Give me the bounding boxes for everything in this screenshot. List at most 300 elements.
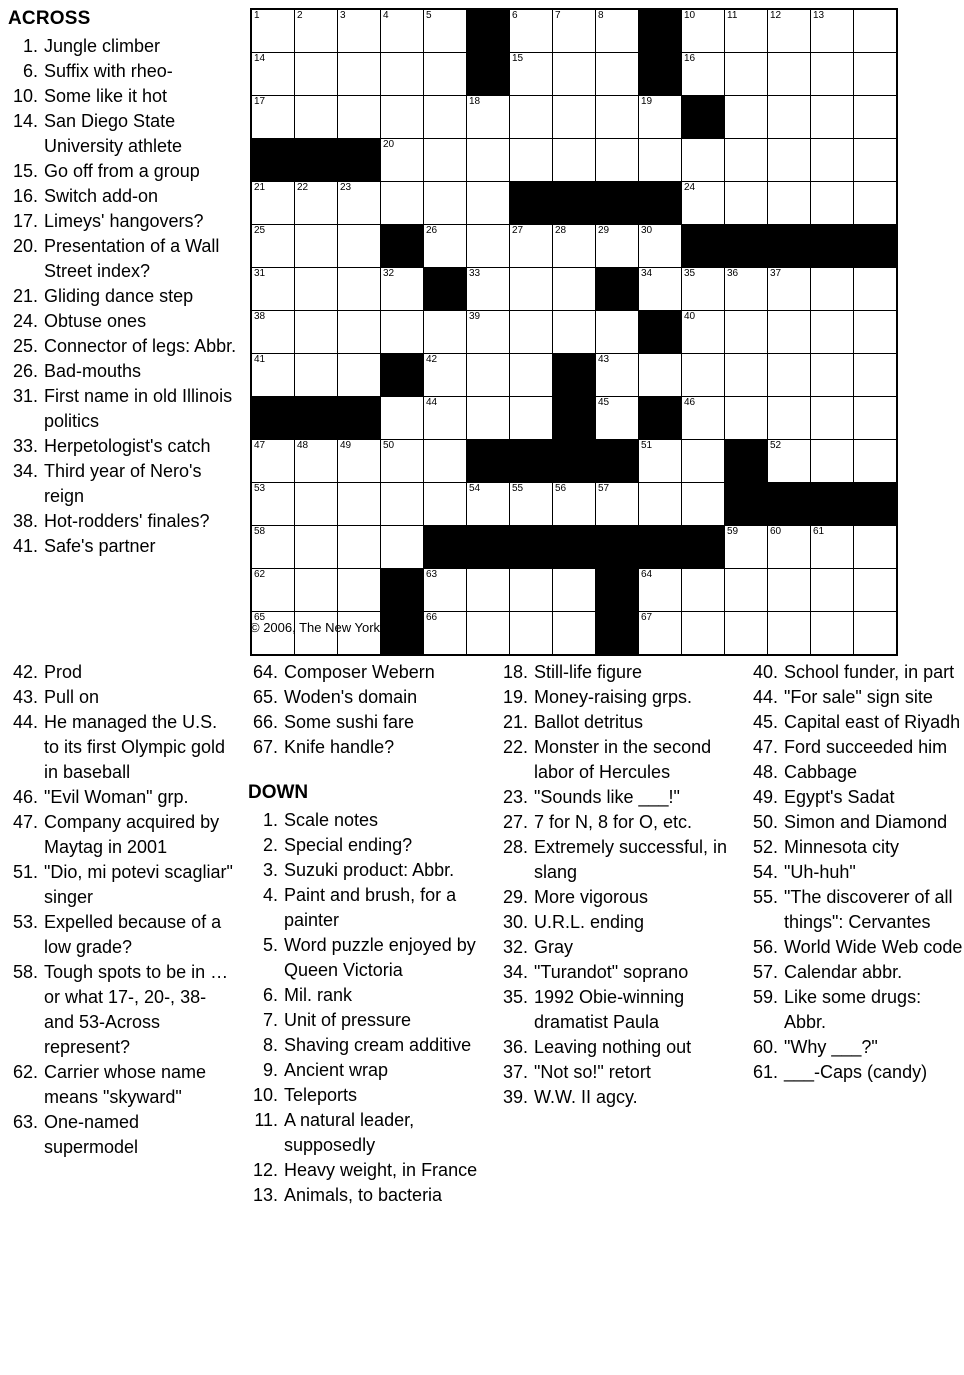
grid-cell[interactable] xyxy=(338,569,381,612)
grid-cell[interactable] xyxy=(682,53,725,96)
grid-cell-number: 65 xyxy=(254,612,266,623)
grid-cell[interactable] xyxy=(510,9,553,53)
grid-cell[interactable] xyxy=(682,354,725,397)
clue-item[interactable] xyxy=(498,710,730,735)
clue-item[interactable] xyxy=(8,334,244,359)
grid-cell[interactable] xyxy=(381,182,424,225)
grid-cell-number: 25 xyxy=(254,225,266,236)
grid-cell[interactable] xyxy=(682,311,725,354)
grid-cell[interactable] xyxy=(725,569,768,612)
clue-item[interactable] xyxy=(248,933,480,983)
grid-cell[interactable] xyxy=(424,139,467,182)
grid-cell[interactable] xyxy=(467,225,510,268)
grid-cell[interactable] xyxy=(854,311,898,354)
grid-cell[interactable] xyxy=(725,354,768,397)
clue-item[interactable] xyxy=(498,960,730,985)
clue-item[interactable] xyxy=(8,960,234,1060)
grid-cell[interactable] xyxy=(251,268,295,311)
grid-cell[interactable] xyxy=(768,53,811,96)
clue-item[interactable] xyxy=(748,860,964,885)
grid-row xyxy=(251,526,897,569)
grid-cell[interactable] xyxy=(381,139,424,182)
grid-cell[interactable] xyxy=(295,354,338,397)
grid-cell[interactable] xyxy=(596,354,639,397)
clue-number: 25. xyxy=(12,336,38,356)
clue-item[interactable] xyxy=(498,785,730,810)
clue-number: 36. xyxy=(502,1037,528,1057)
grid-cell[interactable] xyxy=(295,440,338,483)
clue-number: 63. xyxy=(12,1112,38,1132)
grid-cell[interactable] xyxy=(338,268,381,311)
grid-cell[interactable] xyxy=(381,440,424,483)
clue-item[interactable] xyxy=(8,509,244,534)
grid-cell[interactable] xyxy=(682,569,725,612)
grid-cell[interactable] xyxy=(338,354,381,397)
clue-item[interactable] xyxy=(8,209,244,234)
grid-cell[interactable] xyxy=(553,96,596,139)
grid-cell[interactable] xyxy=(467,612,510,656)
grid-cell[interactable] xyxy=(639,225,682,268)
grid-cell[interactable] xyxy=(682,139,725,182)
clue-item[interactable] xyxy=(8,84,244,109)
grid-cell[interactable] xyxy=(811,139,854,182)
clue-item[interactable] xyxy=(248,833,480,858)
grid-cell[interactable] xyxy=(768,397,811,440)
grid-cell[interactable] xyxy=(854,354,898,397)
grid-cell[interactable] xyxy=(553,612,596,656)
clue-number: 54. xyxy=(752,862,778,882)
grid-cell[interactable] xyxy=(725,139,768,182)
grid-cell[interactable] xyxy=(295,182,338,225)
grid-cell[interactable] xyxy=(467,483,510,526)
grid-cell[interactable] xyxy=(510,139,553,182)
grid-cell[interactable] xyxy=(682,397,725,440)
clue-item[interactable] xyxy=(8,284,244,309)
grid-cell[interactable] xyxy=(467,354,510,397)
grid-cell-number: 36 xyxy=(727,268,739,279)
clue-item[interactable] xyxy=(748,760,964,785)
grid-cell-block xyxy=(854,483,898,526)
clue-item[interactable] xyxy=(498,1060,730,1085)
grid-cell[interactable] xyxy=(338,53,381,96)
grid-cell[interactable] xyxy=(510,354,553,397)
clue-item[interactable] xyxy=(248,1008,480,1033)
grid-cell[interactable] xyxy=(682,483,725,526)
grid-cell[interactable] xyxy=(251,354,295,397)
grid-cell-block xyxy=(338,139,381,182)
grid-cell[interactable] xyxy=(768,440,811,483)
clue-item[interactable] xyxy=(498,835,730,885)
grid-cell[interactable] xyxy=(295,96,338,139)
clue-column-3 xyxy=(498,660,730,1110)
grid-cell[interactable] xyxy=(811,96,854,139)
grid-cell[interactable] xyxy=(768,526,811,569)
grid-cell[interactable] xyxy=(338,225,381,268)
grid-cell[interactable] xyxy=(811,311,854,354)
grid-cell[interactable] xyxy=(467,311,510,354)
grid-cell[interactable] xyxy=(768,9,811,53)
grid-cell[interactable] xyxy=(424,612,467,656)
clue-text: Woden's domain xyxy=(284,687,418,707)
clue-item[interactable] xyxy=(8,184,244,209)
clue-text: Presentation of a Wall Street index? xyxy=(44,236,220,281)
clue-item[interactable] xyxy=(8,34,244,59)
clue-text: Gray xyxy=(534,937,574,957)
grid-cell[interactable] xyxy=(553,9,596,53)
clue-item[interactable] xyxy=(498,1035,730,1060)
clue-item[interactable] xyxy=(8,159,244,184)
grid-cell-number: 3 xyxy=(340,10,346,21)
grid-cell[interactable] xyxy=(639,440,682,483)
grid-cell[interactable] xyxy=(553,139,596,182)
clue-item[interactable] xyxy=(498,910,730,935)
grid-cell-block xyxy=(596,569,639,612)
clue-number: 17. xyxy=(12,211,38,231)
grid-cell[interactable] xyxy=(338,526,381,569)
clue-item[interactable] xyxy=(748,785,964,810)
clue-item[interactable] xyxy=(8,359,244,384)
grid-cell[interactable] xyxy=(424,9,467,53)
grid-cell[interactable] xyxy=(811,569,854,612)
grid-cell[interactable] xyxy=(381,96,424,139)
clue-item[interactable] xyxy=(8,434,244,459)
clue-item[interactable] xyxy=(8,384,244,434)
grid-cell-number: 50 xyxy=(383,440,395,451)
grid-cell-block xyxy=(295,139,338,182)
grid-cell[interactable] xyxy=(338,96,381,139)
clue-item[interactable] xyxy=(498,735,730,785)
clue-text: More vigorous xyxy=(534,887,649,907)
clue-item[interactable] xyxy=(248,883,480,933)
grid-cell[interactable] xyxy=(424,440,467,483)
grid-cell[interactable] xyxy=(854,53,898,96)
grid-cell[interactable] xyxy=(725,182,768,225)
grid-cell[interactable] xyxy=(424,53,467,96)
grid-cell[interactable] xyxy=(381,483,424,526)
grid-cell[interactable] xyxy=(510,612,553,656)
grid-cell[interactable] xyxy=(768,569,811,612)
grid-cell[interactable] xyxy=(639,96,682,139)
grid-cell[interactable] xyxy=(510,397,553,440)
grid-cell[interactable] xyxy=(553,53,596,96)
clue-item[interactable] xyxy=(8,860,234,910)
grid-cell[interactable] xyxy=(811,53,854,96)
clue-number: 56. xyxy=(752,937,778,957)
grid-cell[interactable] xyxy=(682,612,725,656)
grid-cell[interactable] xyxy=(639,569,682,612)
clue-item[interactable] xyxy=(248,1183,480,1208)
grid-cell[interactable] xyxy=(251,440,295,483)
grid-cell[interactable] xyxy=(596,139,639,182)
grid-cell[interactable] xyxy=(768,182,811,225)
grid-cell[interactable] xyxy=(251,53,295,96)
grid-cell[interactable] xyxy=(424,397,467,440)
clue-item[interactable] xyxy=(498,985,730,1035)
grid-cell-number: 58 xyxy=(254,526,266,537)
grid-cell[interactable] xyxy=(338,9,381,53)
clue-item[interactable] xyxy=(748,710,964,735)
grid-cell[interactable] xyxy=(338,182,381,225)
grid-cell[interactable] xyxy=(811,182,854,225)
clue-text: "Not so!" retort xyxy=(534,1062,651,1082)
grid-cell[interactable] xyxy=(725,9,768,53)
grid-cell[interactable] xyxy=(725,311,768,354)
grid-cell[interactable] xyxy=(295,483,338,526)
clue-item[interactable] xyxy=(8,910,234,960)
grid-cell[interactable] xyxy=(510,225,553,268)
clue-item[interactable] xyxy=(248,858,480,883)
clue-item[interactable] xyxy=(8,109,244,159)
grid-cell[interactable] xyxy=(639,612,682,656)
clue-number: 28. xyxy=(502,837,528,857)
grid-cell[interactable] xyxy=(854,612,898,656)
clue-item[interactable] xyxy=(8,685,234,710)
clue-item[interactable] xyxy=(8,810,234,860)
grid-cell[interactable] xyxy=(768,311,811,354)
clue-item[interactable] xyxy=(748,885,964,935)
clue-item[interactable] xyxy=(8,59,244,84)
grid-cell[interactable] xyxy=(295,53,338,96)
grid-cell[interactable] xyxy=(251,9,295,53)
grid-cell-block xyxy=(682,526,725,569)
clue-text: Like some drugs: Abbr. xyxy=(784,987,922,1032)
clue-item[interactable] xyxy=(248,1083,480,1108)
clue-item[interactable] xyxy=(748,935,964,960)
grid-cell[interactable] xyxy=(295,268,338,311)
grid-cell[interactable] xyxy=(553,483,596,526)
grid-cell[interactable] xyxy=(596,225,639,268)
clue-item[interactable] xyxy=(248,735,480,760)
across-clue-list-continued xyxy=(8,660,234,1160)
crossword-grid[interactable] xyxy=(250,8,898,656)
grid-cell[interactable] xyxy=(251,569,295,612)
grid-cell[interactable] xyxy=(854,268,898,311)
grid-cell[interactable] xyxy=(467,96,510,139)
clue-item[interactable] xyxy=(748,1060,964,1085)
grid-cell[interactable] xyxy=(682,440,725,483)
grid-cell[interactable] xyxy=(768,612,811,656)
grid-cell[interactable] xyxy=(251,526,295,569)
grid-cell[interactable] xyxy=(338,440,381,483)
grid-cell[interactable] xyxy=(553,225,596,268)
grid-cell-number: 4 xyxy=(383,10,389,21)
grid-cell-number: 56 xyxy=(555,483,567,494)
grid-cell[interactable] xyxy=(768,354,811,397)
grid-cell[interactable] xyxy=(424,311,467,354)
clue-column-1 xyxy=(8,660,234,1160)
clue-item[interactable] xyxy=(8,785,234,810)
clue-number: 11. xyxy=(254,1110,278,1130)
grid-cell[interactable] xyxy=(854,139,898,182)
grid-cell[interactable] xyxy=(639,139,682,182)
clue-item[interactable] xyxy=(498,810,730,835)
grid-cell[interactable] xyxy=(854,182,898,225)
grid-cell[interactable] xyxy=(854,526,898,569)
clue-item[interactable] xyxy=(8,309,244,334)
grid-cell[interactable] xyxy=(854,9,898,53)
grid-cell[interactable] xyxy=(424,483,467,526)
grid-cell[interactable] xyxy=(424,96,467,139)
clue-item[interactable] xyxy=(248,685,480,710)
grid-cell[interactable] xyxy=(251,311,295,354)
clue-item[interactable] xyxy=(8,1110,234,1160)
grid-cell[interactable] xyxy=(596,483,639,526)
grid-cell-number: 21 xyxy=(254,182,266,193)
clue-item[interactable] xyxy=(498,885,730,910)
grid-cell[interactable] xyxy=(854,397,898,440)
clue-number: 10. xyxy=(252,1085,278,1105)
grid-cell[interactable] xyxy=(510,96,553,139)
grid-cell[interactable] xyxy=(424,569,467,612)
clue-item[interactable] xyxy=(8,459,244,509)
grid-cell[interactable] xyxy=(424,182,467,225)
grid-cell[interactable] xyxy=(251,96,295,139)
clue-item[interactable] xyxy=(8,234,244,284)
grid-cell[interactable] xyxy=(510,569,553,612)
grid-cell[interactable] xyxy=(553,268,596,311)
grid-cell[interactable] xyxy=(381,9,424,53)
grid-cell[interactable] xyxy=(424,225,467,268)
grid-cell-number: 13 xyxy=(813,10,825,21)
grid-cell[interactable] xyxy=(811,526,854,569)
crossword-grid-table[interactable] xyxy=(250,8,898,656)
grid-cell-number: 27 xyxy=(512,225,524,236)
clue-item[interactable] xyxy=(498,685,730,710)
clue-item[interactable] xyxy=(748,985,964,1035)
grid-cell[interactable] xyxy=(467,268,510,311)
grid-cell[interactable] xyxy=(467,139,510,182)
grid-cell[interactable] xyxy=(596,96,639,139)
clue-item[interactable] xyxy=(248,710,480,735)
grid-cell[interactable] xyxy=(682,9,725,53)
grid-cell-block xyxy=(725,483,768,526)
grid-cell[interactable] xyxy=(811,268,854,311)
grid-cell[interactable] xyxy=(510,311,553,354)
grid-cell[interactable] xyxy=(596,397,639,440)
grid-cell[interactable] xyxy=(381,268,424,311)
grid-cell[interactable] xyxy=(596,9,639,53)
clue-item[interactable] xyxy=(748,810,964,835)
grid-cell[interactable] xyxy=(510,268,553,311)
grid-cell[interactable] xyxy=(510,483,553,526)
grid-cell[interactable] xyxy=(596,53,639,96)
grid-cell[interactable] xyxy=(553,569,596,612)
clue-text: Simon and Diamond xyxy=(784,812,948,832)
grid-cell[interactable] xyxy=(553,311,596,354)
grid-cell[interactable] xyxy=(381,397,424,440)
clue-number: 48. xyxy=(752,762,778,782)
grid-cell[interactable] xyxy=(295,311,338,354)
clue-item[interactable] xyxy=(8,660,234,685)
grid-cell[interactable] xyxy=(811,354,854,397)
clue-item[interactable] xyxy=(248,1058,480,1083)
grid-cell[interactable] xyxy=(338,483,381,526)
grid-cell[interactable] xyxy=(467,182,510,225)
clue-item[interactable] xyxy=(248,983,480,1008)
grid-cell[interactable] xyxy=(725,612,768,656)
grid-cell[interactable] xyxy=(295,9,338,53)
clue-item[interactable] xyxy=(8,1060,234,1110)
grid-cell[interactable] xyxy=(768,96,811,139)
grid-cell[interactable] xyxy=(381,526,424,569)
grid-cell[interactable] xyxy=(682,268,725,311)
grid-cell[interactable] xyxy=(725,526,768,569)
clue-item[interactable] xyxy=(8,534,244,559)
clue-text: "For sale" sign site xyxy=(784,687,933,707)
grid-cell[interactable] xyxy=(424,354,467,397)
grid-cell[interactable] xyxy=(467,397,510,440)
grid-cell[interactable] xyxy=(811,397,854,440)
grid-cell[interactable] xyxy=(251,182,295,225)
grid-cell[interactable] xyxy=(510,53,553,96)
clue-number: 21. xyxy=(12,286,38,306)
clue-item[interactable] xyxy=(748,1035,964,1060)
grid-cell[interactable] xyxy=(467,569,510,612)
grid-cell[interactable] xyxy=(639,268,682,311)
clue-item[interactable] xyxy=(748,660,964,685)
grid-cell[interactable] xyxy=(338,311,381,354)
grid-cell-block xyxy=(381,569,424,612)
clue-item[interactable] xyxy=(248,660,480,685)
grid-cell[interactable] xyxy=(768,268,811,311)
grid-row xyxy=(251,96,897,139)
clue-item[interactable] xyxy=(498,660,730,685)
grid-cell[interactable] xyxy=(596,311,639,354)
grid-cell[interactable] xyxy=(725,96,768,139)
grid-cell[interactable] xyxy=(682,182,725,225)
clue-item[interactable] xyxy=(498,1085,730,1110)
grid-cell-block xyxy=(467,9,510,53)
clue-item[interactable] xyxy=(498,935,730,960)
grid-cell[interactable] xyxy=(251,225,295,268)
grid-cell[interactable] xyxy=(854,440,898,483)
grid-cell-number: 57 xyxy=(598,483,610,494)
clue-text: Leaving nothing out xyxy=(534,1037,692,1057)
grid-cell[interactable] xyxy=(295,569,338,612)
grid-cell[interactable] xyxy=(725,397,768,440)
grid-cell-number: 38 xyxy=(254,311,266,322)
grid-cell[interactable] xyxy=(811,612,854,656)
grid-cell[interactable] xyxy=(854,569,898,612)
clue-text: Heavy weight, in France xyxy=(284,1160,478,1180)
clue-item[interactable] xyxy=(748,735,964,760)
clue-item[interactable] xyxy=(748,835,964,860)
grid-cell[interactable] xyxy=(725,53,768,96)
grid-cell[interactable] xyxy=(381,53,424,96)
grid-cell-block xyxy=(768,483,811,526)
grid-cell-number: 7 xyxy=(555,10,561,21)
grid-cell[interactable] xyxy=(251,483,295,526)
grid-cell[interactable] xyxy=(811,9,854,53)
clue-item[interactable] xyxy=(248,1158,480,1183)
grid-cell[interactable] xyxy=(725,268,768,311)
grid-cell[interactable] xyxy=(854,96,898,139)
clue-item[interactable] xyxy=(248,808,480,833)
clue-item[interactable] xyxy=(248,1033,480,1058)
grid-cell[interactable] xyxy=(768,139,811,182)
clue-item[interactable] xyxy=(748,685,964,710)
grid-cell[interactable] xyxy=(295,526,338,569)
grid-cell-block xyxy=(467,526,510,569)
clue-item[interactable] xyxy=(248,1108,480,1158)
grid-cell[interactable] xyxy=(639,483,682,526)
grid-cell[interactable] xyxy=(811,440,854,483)
clue-item[interactable] xyxy=(8,710,234,785)
grid-cell[interactable] xyxy=(295,225,338,268)
grid-cell[interactable] xyxy=(639,354,682,397)
grid-cell[interactable] xyxy=(381,311,424,354)
clue-item[interactable] xyxy=(748,960,964,985)
